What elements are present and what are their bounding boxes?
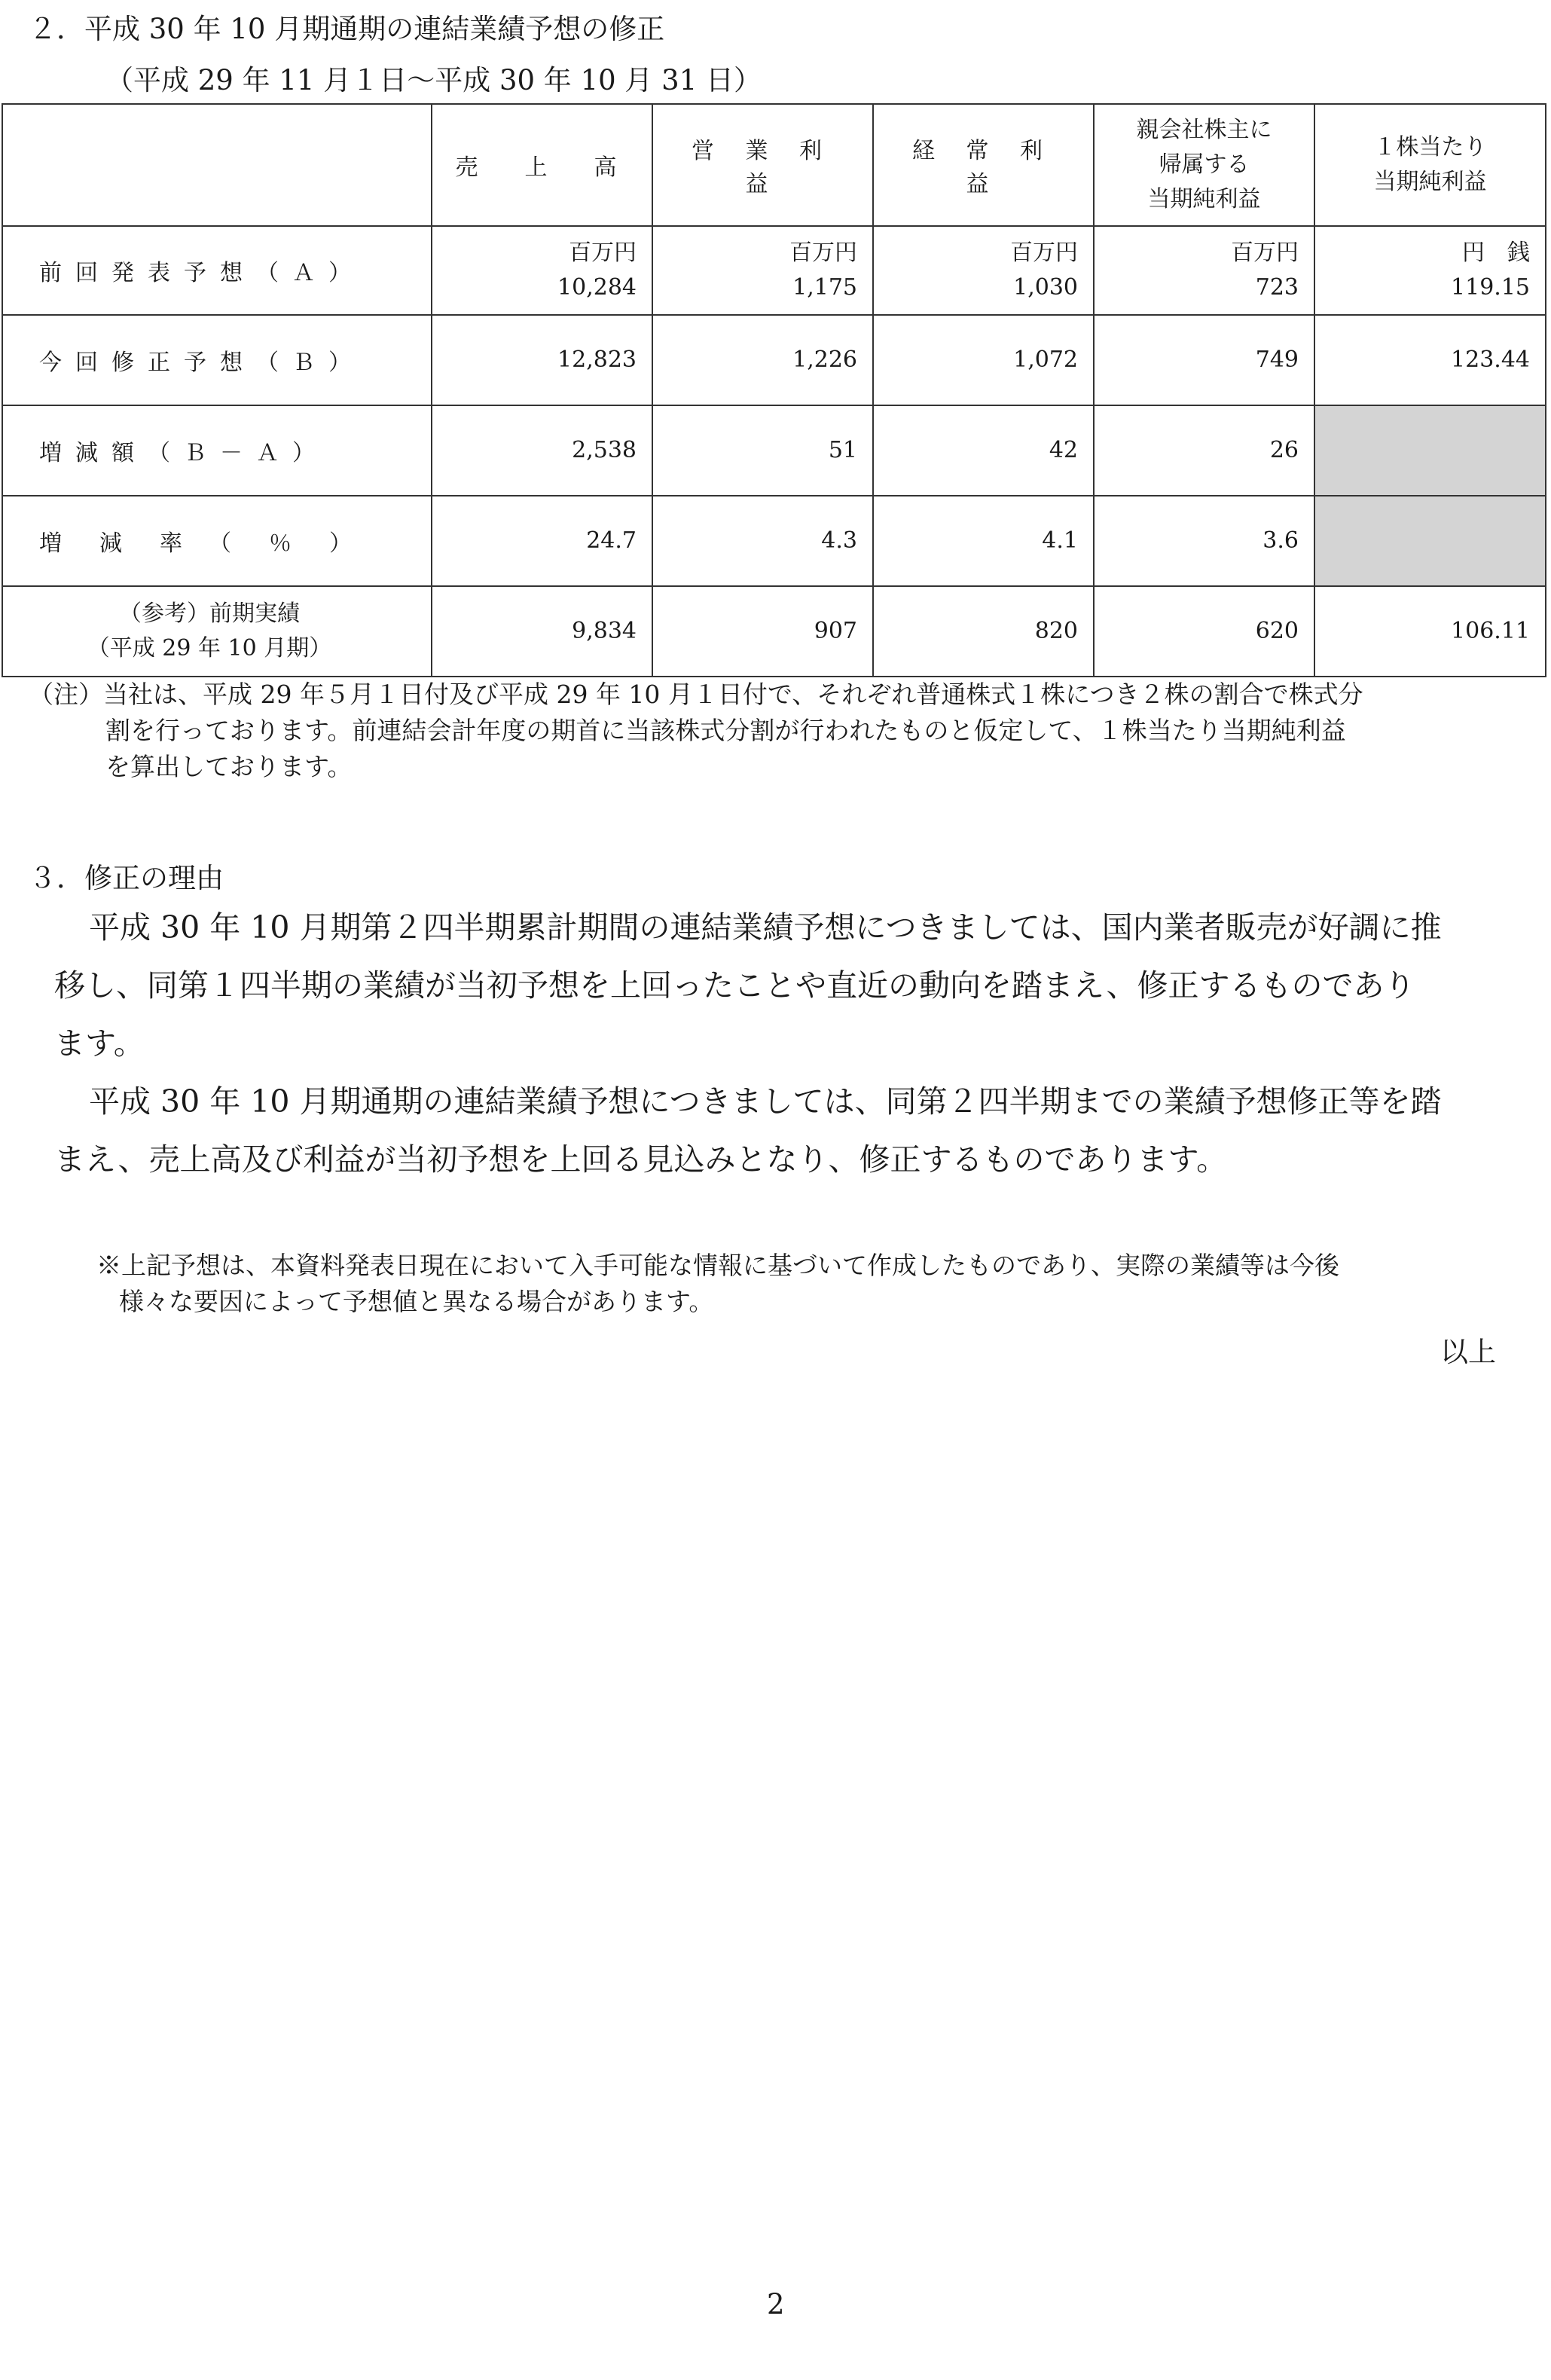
row-label-change-rate: 増 減 率 （ ％ ）	[2, 496, 432, 586]
table-row	[2, 315, 1546, 405]
table-row	[2, 496, 1546, 586]
col-header-net-income-line: 当期純利益	[1147, 186, 1261, 212]
col-header-operating-income: 営 業 利 益	[652, 104, 873, 226]
reason-paragraph-line: 移し、同第１四半期の業績が当初予想を上回ったことや直近の動向を踏まえ、修正するものであり	[54, 967, 1415, 1004]
table-cell	[1314, 226, 1546, 315]
cell-value: 2,538	[432, 405, 652, 496]
unit-label: 円 銭	[1462, 240, 1530, 266]
cell-value: 1,030	[1013, 274, 1078, 301]
cell-value: 106.11	[1314, 586, 1546, 677]
forecast-period: （平成 29 年 11 月１日～平成 30 年 10 月 31 日）	[105, 64, 762, 96]
cell-value: 749	[1094, 315, 1314, 405]
cell-value: 820	[873, 586, 1094, 677]
cell-value: 1,072	[873, 315, 1094, 405]
cell-value: 26	[1094, 405, 1314, 496]
col-header-eps	[1314, 104, 1546, 226]
note-line: を算出しております。	[105, 752, 353, 781]
col-header-ordinary-income: 経 常 利 益	[873, 104, 1094, 226]
unit-label: 百万円	[789, 240, 857, 266]
page-number: 2	[767, 2288, 785, 2320]
cell-value: 4.1	[873, 496, 1094, 586]
table-cell	[432, 226, 652, 315]
col-header-net-income-line: 親会社株主に	[1136, 117, 1272, 143]
cell-value: 42	[873, 405, 1094, 496]
closing-mark: 以上	[1440, 1336, 1496, 1368]
shaded-empty-cell	[1314, 496, 1546, 586]
col-header-eps-line: 当期純利益	[1373, 169, 1487, 195]
disclaimer-line: ※上記予想は、本資料発表日現在において入手可能な情報に基づいて作成したものであり、実際の業績等は今後	[96, 1251, 1339, 1280]
reason-paragraph-line: 平成 30 年 10 月期通期の連結業績予想につきましては、同第２四半期までの業績予想修正等を踏	[89, 1083, 1442, 1120]
reason-paragraph-line: 平成 30 年 10 月期第２四半期累計期間の連結業績予想につきましては、国内業者販売が好調に推	[89, 909, 1442, 946]
cell-value: 9,834	[432, 586, 652, 677]
table-row	[2, 586, 1546, 677]
section-3-heading: ３．修正の理由	[29, 862, 224, 894]
cell-value: 1,175	[792, 274, 857, 301]
table-cell	[1094, 226, 1314, 315]
table-cell	[873, 226, 1094, 315]
row-label-change-amount: 増減額（Ｂ－Ａ）	[2, 405, 432, 496]
shaded-empty-cell	[1314, 405, 1546, 496]
section-2-heading: ２．平成 30 年 10 月期通期の連結業績予想の修正	[29, 13, 665, 45]
reason-paragraph-line: まえ、売上高及び利益が当初予想を上回る見込みとなり、修正するものであります。	[54, 1141, 1228, 1178]
row-label-previous-forecast: 前回発表予想（Ａ）	[2, 226, 432, 315]
table-cell	[652, 226, 873, 315]
row-label-line: （平成 29 年 10 月期）	[87, 635, 332, 661]
table-header-row	[2, 104, 1546, 226]
cell-value: 123.44	[1314, 315, 1546, 405]
forecast-revision-table	[2, 103, 1546, 677]
col-header-eps-line: １株当たり	[1373, 134, 1487, 160]
cell-value: 119.15	[1451, 274, 1530, 301]
note-line: （注）当社は、平成 29 年５月１日付及び平成 29 年 10 月１日付で、それぞれ普通株式１株につき２株の割合で株式分	[29, 680, 1363, 709]
col-header-net-income-line: 帰属する	[1159, 151, 1250, 178]
cell-value: 51	[652, 405, 873, 496]
note-line: 割を行っております。前連結会計年度の期首に当該株式分割が行われたものと仮定して、１株当たり当期純利益	[105, 716, 1346, 745]
row-label-prior-year-results	[2, 586, 432, 677]
unit-label: 百万円	[1231, 240, 1299, 266]
reason-paragraph-line: ます。	[54, 1025, 145, 1062]
cell-value: 723	[1255, 274, 1299, 301]
header-blank-cell	[2, 104, 432, 226]
cell-value: 3.6	[1094, 496, 1314, 586]
row-label-revised-forecast: 今回修正予想（Ｂ）	[2, 315, 432, 405]
cell-value: 620	[1094, 586, 1314, 677]
table-row	[2, 405, 1546, 496]
cell-value: 1,226	[652, 315, 873, 405]
cell-value: 10,284	[557, 274, 637, 301]
disclaimer-line: 様々な要因によって予想値と異なる場合があります。	[119, 1287, 714, 1316]
cell-value: 907	[652, 586, 873, 677]
cell-value: 4.3	[652, 496, 873, 586]
unit-label: 百万円	[1010, 240, 1078, 266]
cell-value: 12,823	[432, 315, 652, 405]
col-header-net-sales: 売 上 高	[432, 104, 652, 226]
col-header-net-income-parent	[1094, 104, 1314, 226]
row-label-line: （参考）前期実績	[119, 600, 300, 627]
unit-label: 百万円	[569, 240, 637, 266]
table-row	[2, 226, 1546, 315]
cell-value: 24.7	[432, 496, 652, 586]
